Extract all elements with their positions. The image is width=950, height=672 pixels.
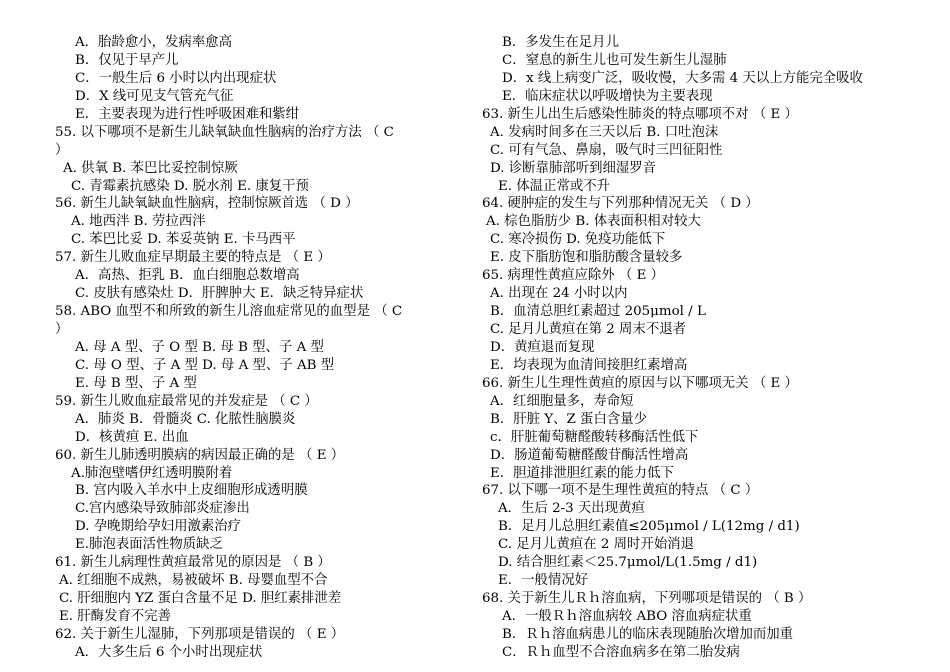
left-text-line: 59. 新生儿败血症最常见的并发症是 （ C ） — [55, 393, 318, 409]
left-text-line: C．一般生后 6 小时以内出现症状 — [75, 70, 277, 86]
left-text-line: D. 孕晚期给孕妇用激素治疗 — [75, 519, 242, 535]
right-text-line: A．红细胞量多，寿命短 — [490, 393, 634, 409]
right-text-line: 65. 病理性黄疸应除外 （ E ） — [482, 268, 665, 284]
left-text-line: ） — [55, 142, 69, 158]
left-text-line: B. 宫内吸入羊水中上皮细胞形成透明膜 — [75, 483, 308, 499]
left-text-line: A．肺炎 B．骨髓炎 C. 化脓性脑膜炎 — [75, 411, 296, 427]
right-text-line: 67. 以下哪一项不是生理性黄疸的特点 （ C ） — [482, 483, 759, 499]
left-text-line: 57. 新生儿败血症早期最主要的特点是 （ E ） — [55, 250, 331, 266]
right-text-line: C. 寒冷损伤 D. 免疫功能低下 — [490, 232, 666, 248]
left-text-line: E. 肝酶发育不完善 — [59, 609, 172, 624]
right-text-line: c．肝脏葡萄糖醛酸转移酶活性低下 — [490, 429, 699, 445]
right-text-line: B．Ｒｈ溶血病患儿的临床表现随胎次增加而加重 — [502, 626, 794, 642]
right-text-line: D．x 线上病变广泛，吸收慢，大多需 4 天以上方能完全吸收 — [502, 70, 863, 86]
right-text-line: C. 足月儿黄疸在第 2 周末不退者 — [490, 322, 687, 337]
right-text-line: B．肝脏 Y、Z 蛋白含量少 — [490, 411, 648, 427]
left-text-line: 61. 新生儿病理性黄疸最常见的原因是 （ B ） — [55, 555, 331, 571]
right-text-line: A．一般Ｒｈ溶血病较 ABO 溶血病症状重 — [502, 609, 752, 624]
left-text-line: A. 红细胞不成熟，易被破坏 B. 母婴血型不合 — [59, 573, 328, 589]
left-text-line: E.肺泡表面活性物质缺乏 — [75, 537, 223, 553]
right-text-line: E．均表现为血清间接胆红素增高 — [490, 357, 688, 373]
left-text-line: A. 地西泮 B. 劳拉西泮 — [71, 214, 206, 230]
left-text-line: A．大多生后 6 个小时出现症状 — [75, 644, 263, 660]
right-text-line: B．血清总胆红素超过 205μmol / L — [490, 304, 706, 320]
right-column — [482, 34, 942, 662]
right-text-line: D. 结合胆红素＜25.7μmol/L(1.5mg / d1) — [498, 555, 758, 571]
right-text-line: A. 出现在 24 小时以内 — [490, 286, 628, 302]
right-text-line: E．临床症状以呼吸增快为主要表现 — [502, 88, 713, 104]
right-text-line: C．窒息的新生儿也可发生新生儿湿肺 — [502, 52, 727, 68]
left-text-line: 55. 以下哪项不是新生儿缺氧缺血性脑病的治疗方法 （ C — [55, 124, 394, 140]
right-text-line: 68. 关于新生儿Ｒｈ溶血病，下列哪项是错误的 （ B ） — [482, 591, 812, 607]
left-text-line: 60. 新生儿肺透明膜病的病因最正确的是 （ E ） — [55, 447, 345, 463]
left-text-line: A. 母 A 型、子 O 型 B. 母 B 型、子 A 型 — [75, 339, 324, 355]
left-text-line: A.肺泡壁嗜伊红透明膜附着 — [71, 465, 233, 481]
right-text-line: C. 可有气急、鼻扇，吸气时三凹征阳性 — [490, 142, 723, 158]
left-text-line: E．主要表现为进行性呼吸困难和紫绀 — [75, 106, 300, 122]
left-text-line: A. 供氧 B. 苯巴比妥控制惊厥 — [63, 160, 238, 176]
left-text-line: C. 青霉素抗感染 D. 脱水剂 E. 康复干预 — [71, 178, 309, 194]
left-text-line: C.宫内感染导致肺部炎症渗出 — [75, 501, 250, 517]
left-text-line: C. 母 O 型、子 A 型 D. 母 A 型、子 AB 型 — [75, 357, 335, 373]
right-text-line: E．一般情况好 — [498, 573, 589, 589]
right-text-line: A. 棕色脂肪少 B. 体表面积相对较大 — [486, 214, 701, 230]
right-text-line: B．足月儿总胆红素值≤205μmol / L(12mg / d1) — [498, 519, 800, 535]
right-text-line: A．生后 2-3 天出现黄疸 — [498, 501, 645, 517]
right-text-line: D. 诊断靠肺部听到细湿罗音 — [490, 160, 657, 176]
left-text-line: C. 肝细胞内 YZ 蛋白含量不足 D. 胆红素排泄差 — [59, 591, 342, 607]
left-text-line: D．X 线可见支气管充气征 — [75, 88, 234, 104]
right-text-line: D．黄疸退而复现 — [490, 339, 595, 355]
left-text-line: E. 母 B 型、子 A 型 — [75, 375, 197, 391]
left-text-line: D．核黄疸 E. 出血 — [75, 429, 189, 445]
left-text-line: C. 皮肤有感染灶 D．肝脾肿大 E．缺乏特异症状 — [75, 286, 364, 302]
right-text-line: C．Ｒｈ血型不合溶血病多在第二胎发病 — [502, 644, 740, 660]
left-text-line: A．胎龄愈小，发病率愈高 — [75, 35, 232, 50]
right-text-line: 66. 新生儿生理性黄疸的原因与以下哪项无关 （ E ） — [482, 375, 798, 391]
left-text-line: A．高热、拒乳 B．血白细胞总数增高 — [75, 268, 300, 284]
left-column — [55, 34, 475, 662]
right-text-line: E．胆道排泄胆红素的能力低下 — [490, 465, 674, 481]
right-text-line: E. 皮下脂肪饱和脂肪酸含量较多 — [490, 250, 683, 266]
left-text-line: 56. 新生儿缺氧缺血性脑病，控制惊厥首选 （ D ） — [55, 196, 359, 212]
right-text-line: 63. 新生儿出生后感染性肺炎的特点哪项不对 （ E ） — [482, 106, 798, 122]
right-text-line: B．多发生在足月儿 — [502, 35, 619, 50]
right-text-line: 64. 硬肿症的发生与下列那种情况无关 （ D ） — [482, 196, 759, 212]
left-text-line: 62. 关于新生儿湿肺，下列那项是错误的 （ E ） — [55, 626, 345, 642]
right-text-line: E. 体温正常或不升 — [498, 178, 611, 194]
right-text-line: A. 发病时间多在三天以后 B. 口吐泡沫 — [490, 124, 719, 140]
left-text-line: C. 苯巴比妥 D. 苯妥英钠 E. 卡马西平 — [71, 232, 296, 248]
left-text-line: ） — [55, 322, 69, 337]
right-text-line: D．肠道葡萄糖醛酸苷酶活性增高 — [490, 447, 689, 463]
left-text-line: 58. ABO 血型不和所致的新生儿溶血症常见的血型是 （ C — [55, 304, 403, 320]
left-text-line: B．仅见于早产儿 — [75, 52, 179, 68]
right-text-line: C. 足月儿黄疸在 2 周时开始消退 — [498, 537, 695, 553]
